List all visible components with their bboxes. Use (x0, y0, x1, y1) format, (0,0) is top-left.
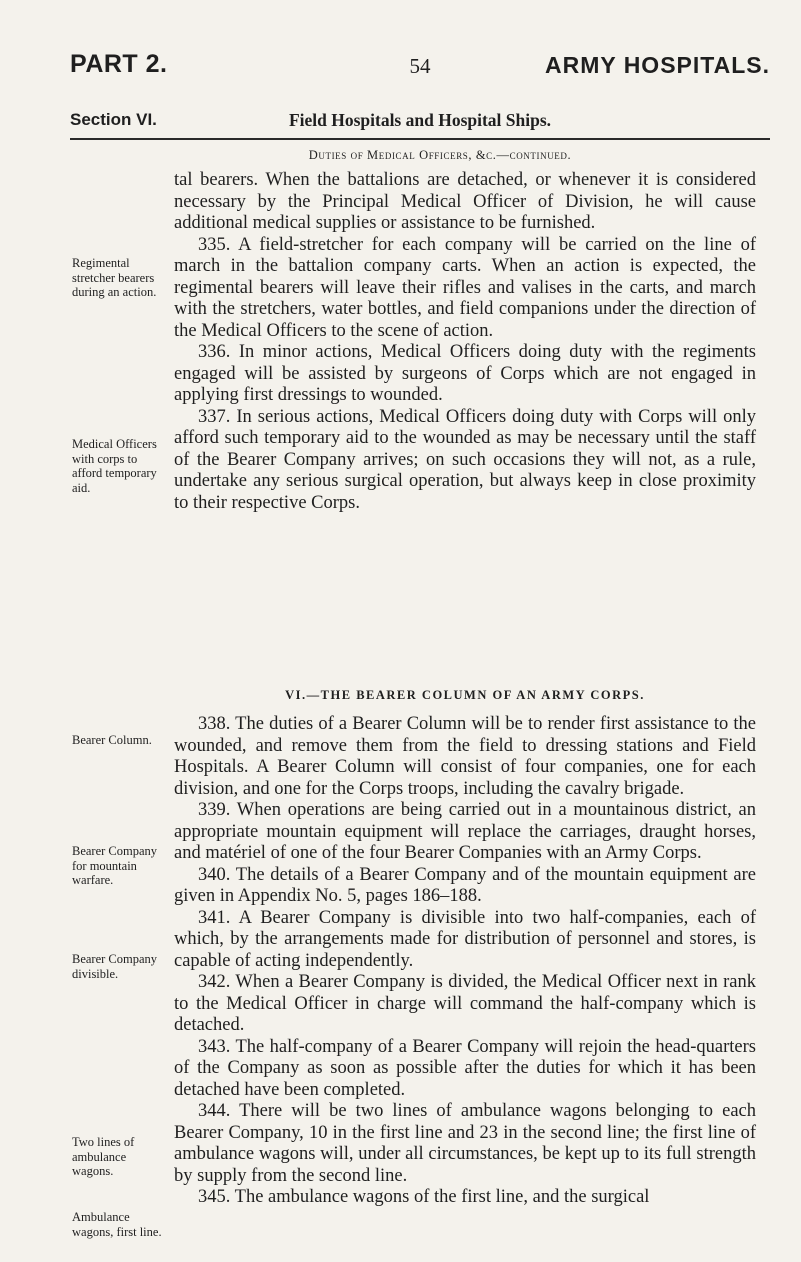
header-rule (70, 138, 770, 140)
margin-note-bearer-divisible: Bearer Company divisible. (72, 952, 158, 981)
paragraph-intro: tal bearers. When the battalions are detached, or whenever it is considered necessary by the Principal Medical Officer of Division, he will cause additional medical supplies or assistance to be furnished. (174, 170, 756, 233)
margin-note-two-lines: Two lines of ambulance wagons. (72, 1135, 135, 1178)
margin-note-ambulance-first: Ambulance wagons, first line. (72, 1210, 162, 1239)
paragraph-345: 345. The ambulance wagons of the first line, and the surgical (198, 1187, 650, 1207)
margin-note-regimental: Regimental stretcher bearers during an action. (72, 256, 157, 299)
body-lower (174, 714, 756, 1209)
section-title: Field Hospitals and Hospital Ships. (288, 110, 552, 130)
paragraph-341: 341. A Bearer Company is divisible into two half-companies, each of which, by the arrangements made for distribution of personnel and stores, is capable of acting independently. (174, 907, 756, 971)
section-header (70, 110, 770, 136)
chapter-heading: VI.—THE BEARER COLUMN OF AN ARMY CORPS. (285, 688, 645, 702)
continuation-heading: Duties of Medical Officers, &c.—continued. (308, 148, 572, 162)
page-number: 54 (409, 54, 431, 78)
paragraph-337: 337. In serious actions, Medical Officers doing duty with Corps will only afford such temporary aid to the wounded as may be necessary until the staff of the Bearer Company arrives; on such occasions they will not, as a rule, undertake any serious surgical operation, but always keep in close proximity to their respective Corps. (174, 406, 756, 513)
paragraph-336: 336. In minor actions, Medical Officers doing duty with the regiments engaged will be assisted by surgeons of Corps which are not engaged in applying first dressings to wounded. (174, 342, 756, 405)
section-label: Section VI. (70, 110, 157, 129)
margin-note-medical-officers: Medical Officers with corps to afford temporary aid. (72, 437, 157, 495)
running-head (70, 50, 770, 80)
paragraph-340: 340. The details of a Bearer Company and of the mountain equipment are given in Appendix No. 5, pages 186–188. (174, 864, 756, 906)
paragraph-344: 344. There will be two lines of ambulance wagons belonging to each Bearer Company, 10 in the first line and 23 in the second line; the first line of ambulance wagons will, under all circumstances, be kept up to its full strength by supply from the second line. (174, 1101, 756, 1186)
paragraph-338: 338. The duties of a Bearer Column will be to render first assistance to the wounded, and remove them from the field to dressing stations and Field Hospitals. A Bearer Column will consist of four companies, one for each division, and one for the Corps troops, including the cavalry brigade. (174, 714, 756, 799)
book-title: ARMY HOSPITALS. (545, 52, 770, 78)
paragraph-339: 339. When operations are being carried out in a mountainous district, an appropriate mountain equipment will replace the carriages, draught horses, and matériel of one of the four Bearer Companies with an Army Corps. (174, 800, 756, 863)
paragraph-343: 343. The half-company of a Bearer Company will rejoin the head-quarters of the Company as soon as possible after the duties for which it has been detached have been completed. (174, 1036, 756, 1100)
margin-note-bearer-column: Bearer Column. (72, 733, 152, 747)
margin-note-bearer-company: Bearer Company for mountain warfare. (72, 844, 158, 887)
paragraph-342: 342. When a Bearer Company is divided, the Medical Officer next in rank to the Medical Officer in charge will command the half-company which is detached. (174, 972, 756, 1035)
part-label: PART 2. (70, 50, 168, 78)
body-upper (174, 170, 756, 514)
paragraph-335: 335. A field-stretcher for each company will be carried on the line of march in the battalion company carts. When an action is expected, the regimental bearers will leave their rifles and valises in the carts, and march with the stretchers, water bottles, and field companions under the direction of the Medical Officers to the scene of action. (174, 234, 756, 341)
